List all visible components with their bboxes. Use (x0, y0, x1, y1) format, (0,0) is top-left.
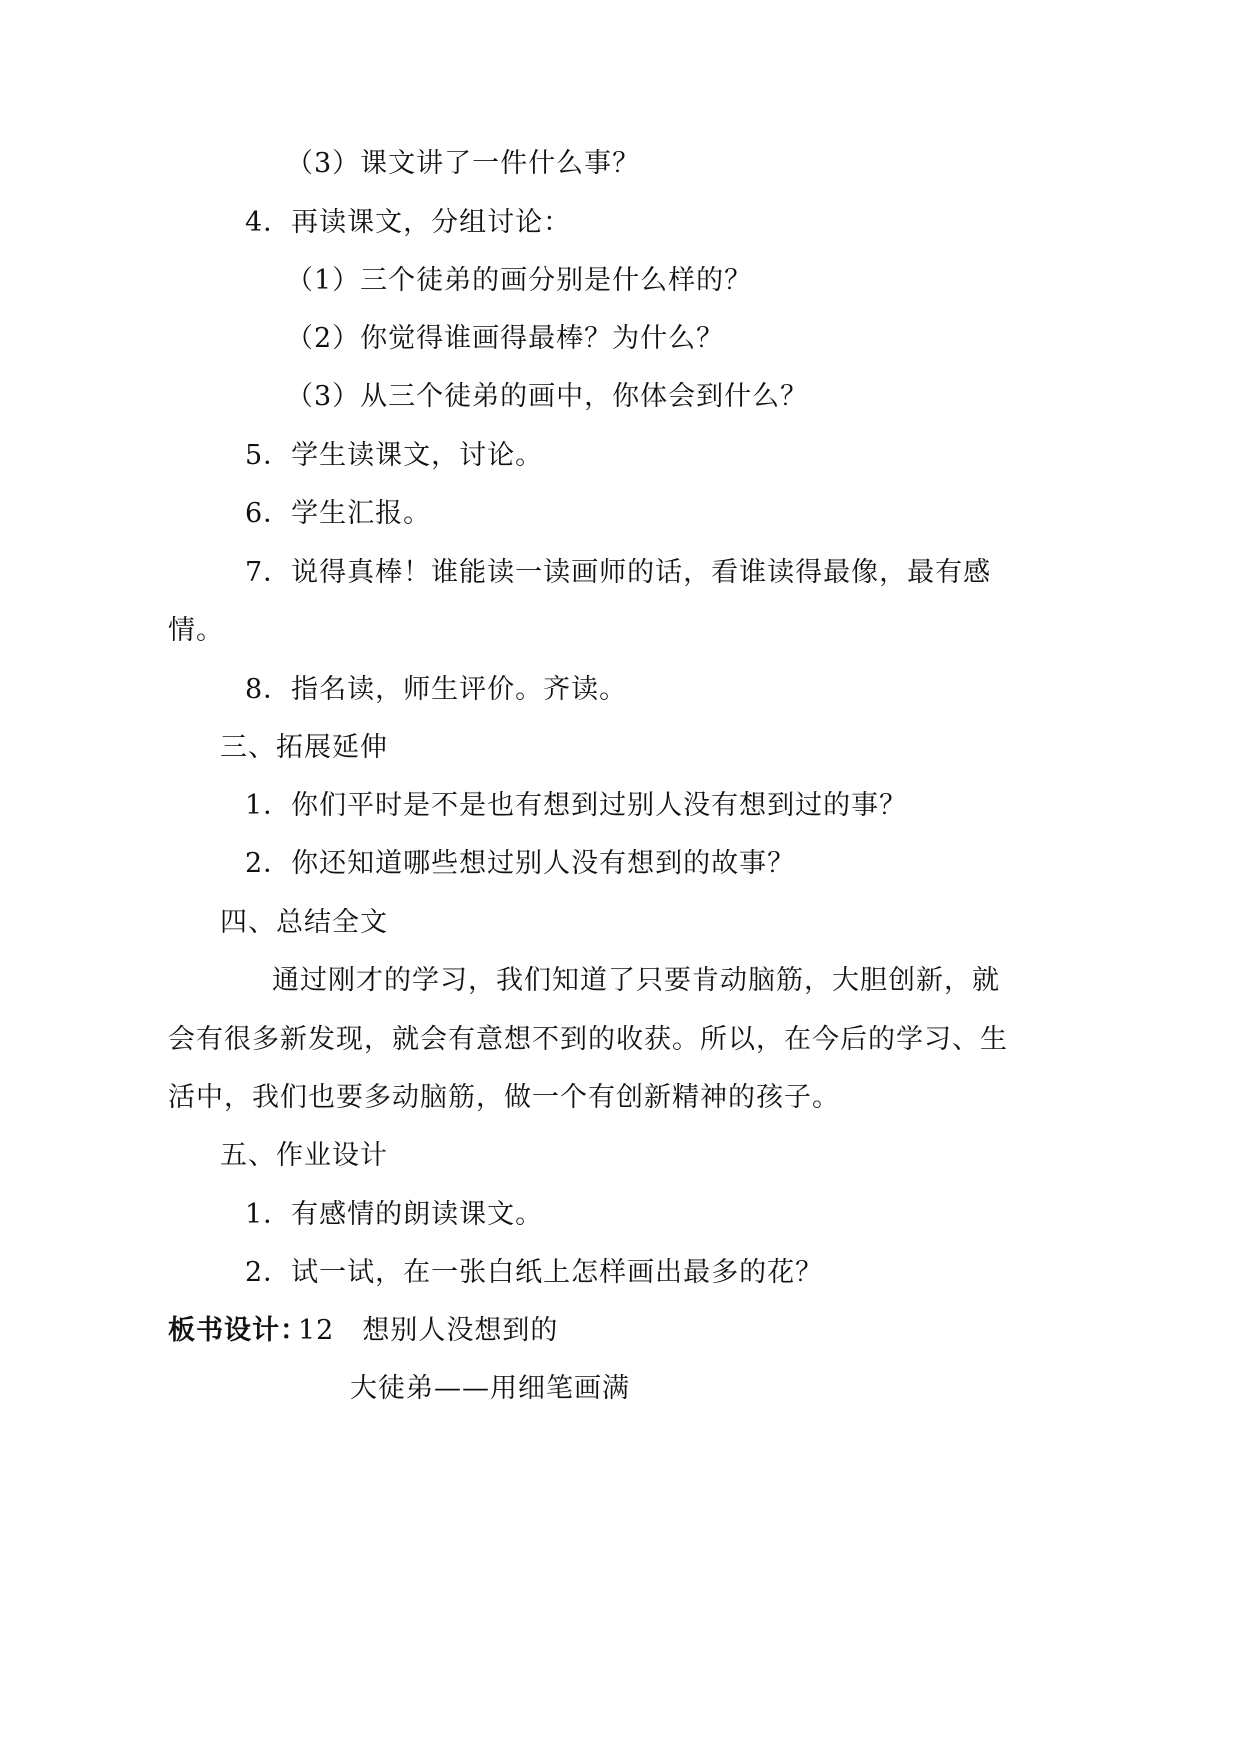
text-line: （2）你觉得谁画得最棒？为什么？ (286, 323, 725, 354)
text-line: 情。 (168, 615, 224, 646)
text-line: （1）三个徒弟的画分别是什么样的？ (286, 265, 753, 296)
section-heading: 五、作业设计 (220, 1140, 388, 1171)
section-heading: 三、拓展延伸 (220, 732, 388, 763)
text-line: 1．有感情的朗读课文。 (245, 1199, 544, 1230)
text-line: 2．试一试，在一张白纸上怎样画出最多的花？ (245, 1257, 824, 1288)
text-line: 活中，我们也要多动脑筋，做一个有创新精神的孩子。 (168, 1082, 840, 1113)
board-design-label: 板书设计： (168, 1315, 308, 1346)
text-line: 7．说得真棒！谁能读一读画师的话，看谁读得最像，最有感 (245, 557, 992, 588)
text-line: 8．指名读，师生评价。齐读。 (245, 674, 628, 705)
text-line: 1．你们平时是不是也有想到过别人没有想到过的事？ (245, 790, 908, 821)
text-line: 2．你还知道哪些想过别人没有想到的故事？ (245, 848, 796, 879)
text-line: 6．学生汇报。 (245, 498, 432, 529)
text-line: 通过刚才的学习，我们知道了只要肯动脑筋，大胆创新，就 (272, 965, 1000, 996)
text-line: 5．学生读课文，讨论。 (245, 440, 544, 471)
text-line: 会有很多新发现，就会有意想不到的收获。所以，在今后的学习、生 (168, 1024, 1008, 1055)
text-line: （3）从三个徒弟的画中，你体会到什么？ (286, 381, 809, 412)
board-design-item: 大徒弟——用细笔画满 (350, 1373, 630, 1404)
board-design-title: 12 想别人没想到的 (298, 1315, 559, 1346)
text-line: （3）课文讲了一件什么事？ (286, 148, 641, 179)
text-line: 4．再读课文，分组讨论： (245, 207, 572, 238)
section-heading: 四、总结全文 (220, 907, 388, 938)
